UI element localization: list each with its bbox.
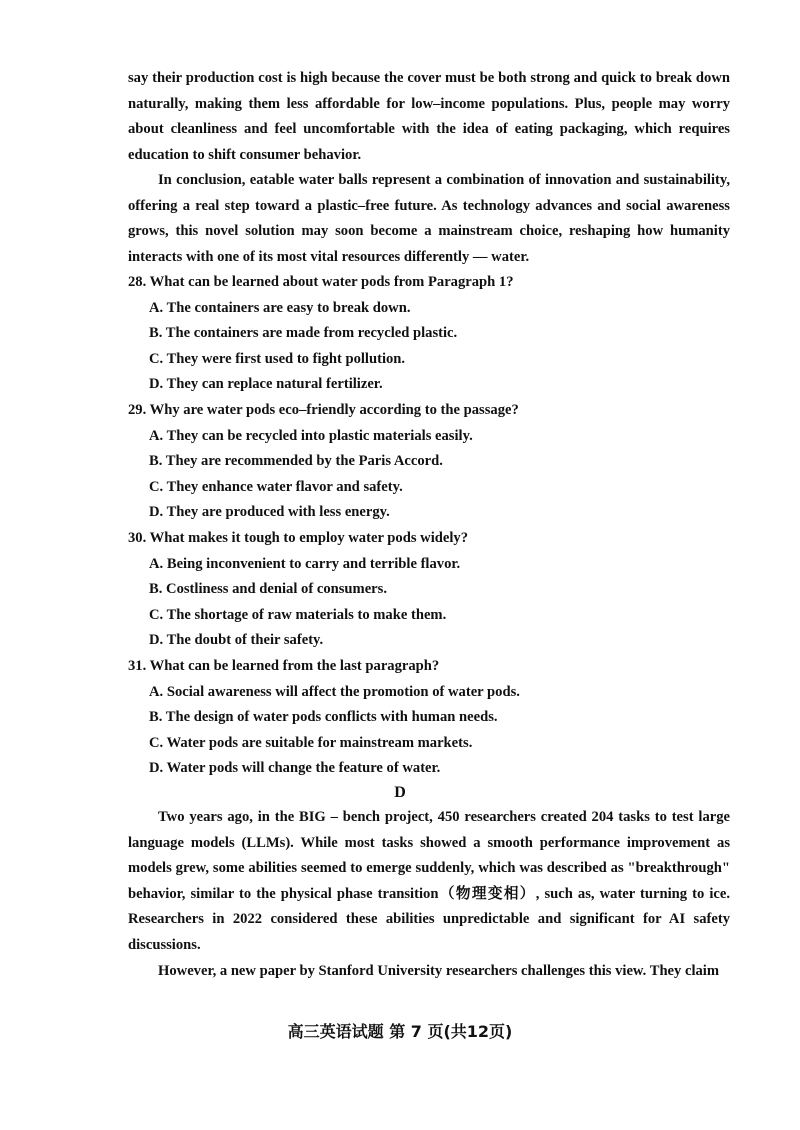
question-28-option-d: D. They can replace natural fertilizer.: [149, 376, 383, 392]
question-29-stem: 29. Why are water pods eco–friendly according to the passage?: [128, 402, 519, 418]
question-31-option-c: C. Water pods are suitable for mainstream markets.: [149, 735, 473, 751]
question-29-option-b: B. They are recommended by the Paris Accord.: [149, 453, 443, 469]
passage-d-paragraph-1: Two years ago, in the BIG – bench project, 450 researchers created 204 tasks to test large language models (LLMs). While most tasks showed a smooth performance improvement as models grew, some abilities seemed to emerge suddenly, which was described as "breakthrough" behavior, similar to the physical phase transition（物理变相）, such as, water turning to ice. Researchers in 2022 considered these abilities unpredictable and significant for AI safety discussions.: [128, 809, 730, 953]
question-30-option-c: C. The shortage of raw materials to make them.: [149, 607, 447, 623]
question-29-option-d: D. They are produced with less energy.: [149, 504, 390, 520]
question-28-option-a: A. The containers are easy to break down.: [149, 300, 411, 316]
question-31-option-b: B. The design of water pods conflicts with human needs.: [149, 709, 498, 725]
question-30-stem: 30. What makes it tough to employ water pods widely?: [128, 530, 468, 546]
question-30-option-b: B. Costliness and denial of consumers.: [149, 581, 387, 597]
passage-c-paragraph-end: say their production cost is high because the cover must be both strong and quick to break down naturally, making them less affordable for low–income populations. Plus, people may worry about cleanliness and feel uncomfortable with the idea of eating packaging, which requires education to shift consumer behavior.: [128, 70, 730, 163]
question-28-option-b: B. The containers are made from recycled plastic.: [149, 325, 458, 341]
question-29-option-c: C. They enhance water flavor and safety.: [149, 479, 403, 495]
passage-c-conclusion: In conclusion, eatable water balls represent a combination of innovation and sustainability, offering a real step toward a plastic–free future. As technology advances and social awareness grows, this novel solution may soon become a mainstream choice, reshaping how humanity interacts with one of its most vital resources differently — water.: [128, 172, 730, 265]
question-28-option-c: C. They were first used to fight pollution.: [149, 351, 406, 367]
question-30-option-d: D. The doubt of their safety.: [149, 632, 324, 648]
passage-d-paragraph-2: However, a new paper by Stanford University researchers challenges this view. They claim: [158, 963, 720, 979]
question-29-option-a: A. They can be recycled into plastic materials easily.: [149, 428, 473, 444]
question-31-option-d: D. Water pods will change the feature of water.: [149, 760, 441, 776]
question-31-option-a: A. Social awareness will affect the promotion of water pods.: [149, 684, 520, 700]
section-d-heading: D: [394, 784, 406, 801]
question-31-stem: 31. What can be learned from the last paragraph?: [128, 658, 440, 674]
question-30-option-a: A. Being inconvenient to carry and terrible flavor.: [149, 556, 461, 572]
page-footer: 高三英语试题 第 7 页(共12页): [287, 1022, 513, 1041]
question-28-stem: 28. What can be learned about water pods from Paragraph 1?: [128, 274, 514, 290]
